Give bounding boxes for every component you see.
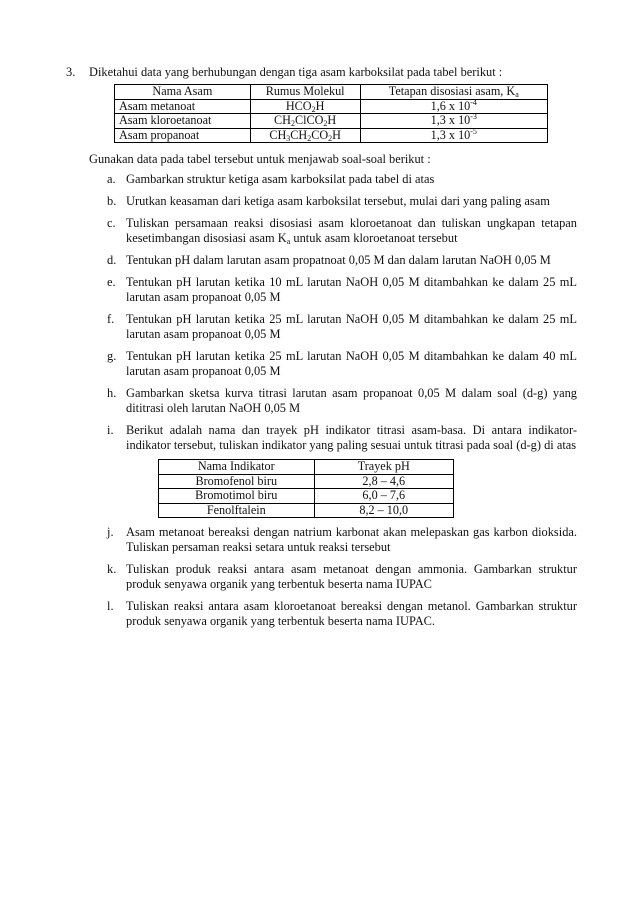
table-row [159, 474, 454, 489]
acid-name: Asam kloroetanoat [115, 114, 251, 129]
header-formula: Rumus Molekul [250, 85, 360, 100]
header-ph-range: Trayek pH [314, 460, 453, 475]
indicator-table-header [159, 460, 454, 475]
header-ka: Tetapan disosiasi asam, $K_a$ [360, 85, 547, 100]
acid-name: Asam propanoat [115, 128, 251, 143]
table-row [159, 503, 454, 518]
table-row [115, 114, 548, 129]
acid-table-header [115, 85, 548, 100]
indicator-table [158, 459, 454, 518]
list-item: h. Gambarkan sketsa kurva titrasi larutan asam propanoat 0,05 M dalam soal (d-g) yang dititrasi oleh larutan NaOH 0,05 M [107, 386, 577, 415]
header-indicator-name: Nama Indikator [159, 460, 315, 475]
header-name: Nama Asam [115, 85, 251, 100]
list-item: f. Tentukan pH larutan ketika 25 mL larutan NaOH 0,05 M ditambahkan ke dalam 25 mL larutan asam propanoat 0,05 M [107, 312, 577, 341]
list-item: g. Tentukan pH larutan ketika 25 mL larutan NaOH 0,05 M ditambahkan ke dalam 40 mL larutan asam propanoat 0,05 M [107, 349, 577, 378]
list-item: j. Asam metanoat bereaksi dengan natrium karbonat akan melepaskan gas karbon dioksida. Tuliskan persaman reaksi setara untuk reaksi tersebut [107, 525, 577, 554]
acid-formula: $CH_2ClCO_2H$ [250, 114, 360, 129]
indicator-range: 6,0 – 7,6 [314, 489, 453, 504]
list-item: e. Tentukan pH larutan ketika 10 mL larutan NaOH 0,05 M ditambahkan ke dalam 25 mL larutan asam propanoat 0,05 M [107, 275, 577, 304]
table-row [159, 489, 454, 504]
table-row [115, 99, 548, 114]
question-number: 3. [66, 65, 76, 79]
acid-name: Asam metanoat [115, 99, 251, 114]
indicator-name: Bromotimol biru [159, 489, 315, 504]
list-item: b. Urutkan keasaman dari ketiga asam karboksilat tersebut, mulai dari yang paling asam [107, 194, 550, 208]
acid-ka: 1,3 x $10^{-3}$ [360, 114, 547, 129]
acid-formula: $CH_3CH_2CO_2H$ [250, 128, 360, 143]
list-item: d. Tentukan pH dalam larutan asam propatnoat 0,05 M dan dalam larutan NaOH 0,05 M [107, 253, 551, 267]
list-item: i. Berikut adalah nama dan trayek pH indikator titrasi asam-basa. Di antara indikator-indikator tersebut, tuliskan indikator yang paling sesuai untuk titrasi pada soal (d-g) di atas Nama Indikator Trayek pH Bromofenol biru 2,8 – 4,6 Bromotimol biru 6,0 – 7,6 Fenolftalein 8,2 – 10,0 [107, 423, 577, 517]
table-row [115, 128, 548, 143]
list-item: a. Gambarkan struktur ketiga asam karboksilat pada tabel di atas [107, 172, 435, 186]
list-item: k. Tuliskan produk reaksi antara asam metanoat dengan ammonia. Gambarkan struktur produk senyawa organik yang terbentuk beserta nama IUPAC [107, 562, 577, 591]
acid-ka: 1,6 x $10^{-4}$ [360, 99, 547, 114]
list-item: l. Tuliskan reaksi antara asam kloroetanoat bereaksi dengan metanol. Gambarkan struktur produk senyawa organik yang terbentuk beserta nama IUPAC. [107, 599, 577, 628]
indicator-range: 2,8 – 4,6 [314, 474, 453, 489]
indicator-name: Fenolftalein [159, 503, 315, 518]
indicator-name: Bromofenol biru [159, 474, 315, 489]
question-intro: Diketahui data yang berhubungan dengan tiga asam karboksilat pada tabel berikut : [89, 65, 503, 79]
sub-question-list [107, 172, 577, 636]
indicator-range: 8,2 – 10,0 [314, 503, 453, 518]
instructions-lead: Gunakan data pada tabel tersebut untuk menjawab soal-soal berikut : [89, 152, 431, 166]
acid-ka: 1,3 x $10^{-5}$ [360, 128, 547, 143]
list-item: c. Tuliskan persamaan reaksi disosiasi asam kloroetanoat dan tuliskan ungkapan tetapan kesetimbangan disosiasi asam $K_a$ untuk asam kloroetanoat tersebut [107, 216, 577, 246]
acid-table [114, 84, 548, 143]
acid-formula: $HCO_2H$ [250, 99, 360, 114]
